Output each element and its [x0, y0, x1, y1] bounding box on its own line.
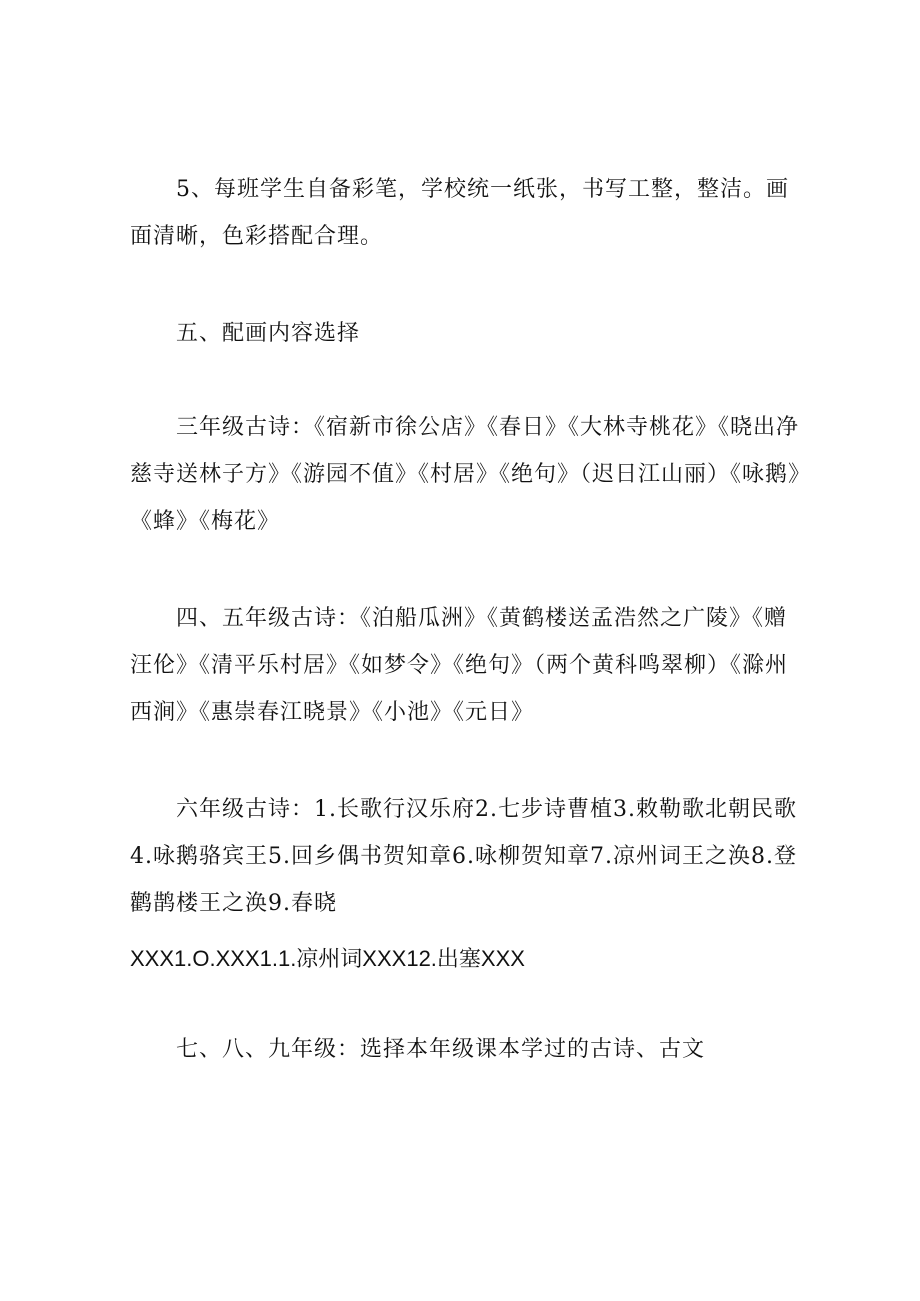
- paragraph-item-5: 5、每班学生自备彩笔，学校统一纸张，书写工整，整洁。画面清晰，色彩搭配合理。: [130, 177, 789, 249]
- paragraph-grade-3-poems: 三年级古诗：《宿新市徐公店》《春日》《大林寺桃花》《晓出净慈寺送林子方》《游园不值》《村居》《绝句》（迟日江山丽）《咏鹅》《蜂》《梅花》: [130, 415, 801, 534]
- section-heading-art-content: 五、配画内容选择: [176, 321, 361, 346]
- paragraph-grade-6-poems: 六年级古诗：1.长歌行汉乐府2.七步诗曹植3.敕勒歌北朝民歌4.咏鹅骆宾王5.回乡偶书贺知章6.咏柳贺知章7.凉州词王之涣8.登鹳鹊楼王之涣9.春晓: [130, 797, 797, 916]
- paragraph-grade-6-continued: XXX1.O.XXX1.1.凉州词XXX12.出塞XXX: [130, 946, 525, 971]
- paragraph-grade-4-5-poems: 四、五年级古诗：《泊船瓜洲》《黄鹤楼送孟浩然之广陵》《赠汪伦》《清平乐村居》《如梦令》《绝句》（两个黄科鸣翠柳）《滁州西涧》《惠崇春江晓景》《小池》《元日》: [130, 606, 789, 725]
- paragraph-grade-7-9: 七、八、九年级：选择本年级课本学过的古诗、古文: [176, 1037, 706, 1062]
